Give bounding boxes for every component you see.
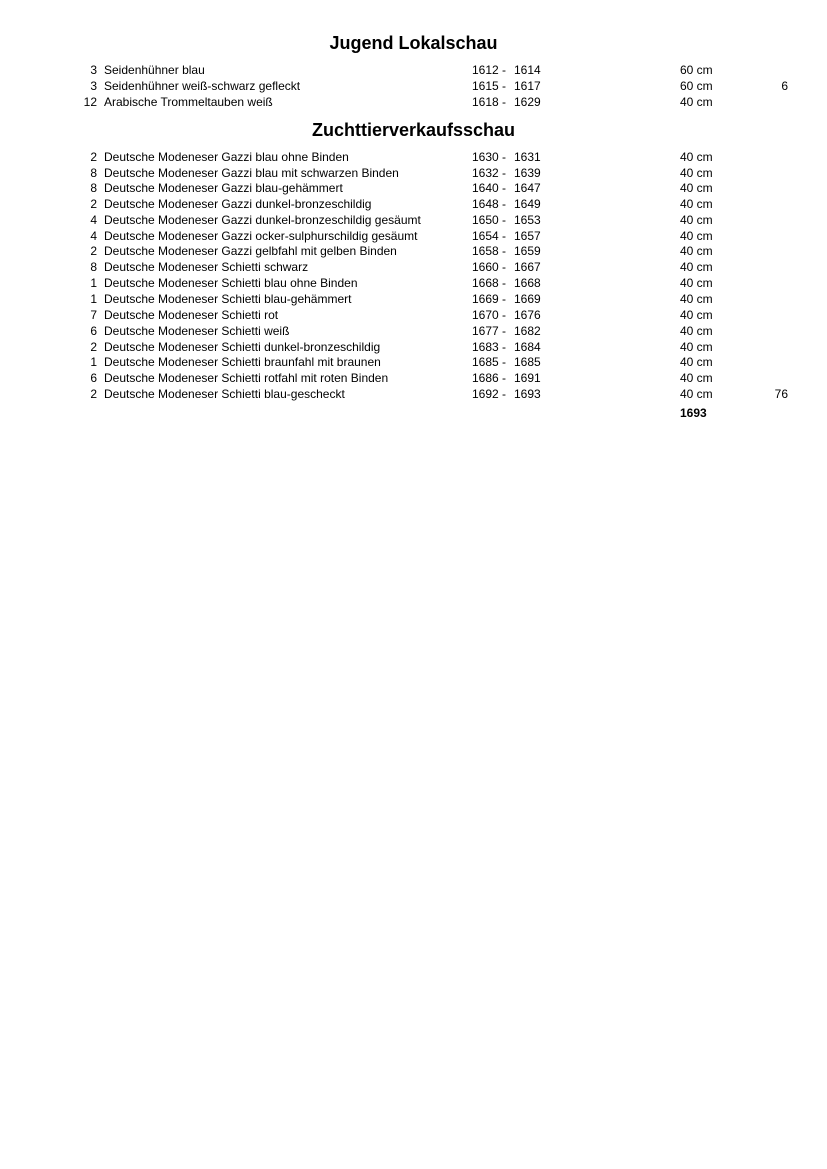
- cage-number-from: 1669 -: [472, 292, 507, 306]
- cage-number-to: 1693: [514, 387, 541, 401]
- cage-number-from: 1618 -: [472, 95, 507, 109]
- cage-size: 40 cm: [680, 340, 713, 354]
- table-row: [0, 387, 827, 402]
- cage-number-to: 1657: [514, 229, 541, 243]
- subtotal: 6: [781, 79, 788, 93]
- animal-name: Deutsche Modeneser Schietti dunkel-bronzeschildig: [104, 340, 381, 354]
- table-row: [0, 197, 827, 212]
- animal-count: 4: [90, 229, 97, 243]
- animal-count: 4: [90, 213, 97, 227]
- table-row: [0, 95, 827, 110]
- cage-number-to: 1676: [514, 308, 541, 322]
- cage-size: 40 cm: [680, 292, 713, 306]
- animal-name: Deutsche Modeneser Schietti rot: [104, 308, 279, 322]
- table-row: [0, 324, 827, 339]
- animal-name: Deutsche Modeneser Gazzi gelbfahl mit gelben Binden: [104, 244, 397, 258]
- table-row: [0, 213, 827, 228]
- animal-count: 1: [90, 276, 97, 290]
- final-cage-number: 1693: [680, 406, 707, 420]
- cage-size: 40 cm: [680, 244, 713, 258]
- cage-number-to: 1629: [514, 95, 541, 109]
- cage-size: 40 cm: [680, 387, 713, 401]
- cage-size: 40 cm: [680, 197, 713, 211]
- table-row: [0, 166, 827, 181]
- cage-number-to: 1639: [514, 166, 541, 180]
- cage-size: 40 cm: [680, 260, 713, 274]
- animal-name: Seidenhühner blau: [104, 63, 205, 77]
- animal-count: 6: [90, 371, 97, 385]
- table-row: [0, 244, 827, 259]
- table-row: [0, 308, 827, 323]
- animal-count: 8: [90, 166, 97, 180]
- cage-size: 40 cm: [680, 324, 713, 338]
- section-title-jugend-lokalschau: Jugend Lokalschau: [329, 33, 498, 53]
- cage-number-to: 1653: [514, 213, 541, 227]
- cage-number-from: 1668 -: [472, 276, 507, 290]
- animal-count: 3: [90, 63, 97, 77]
- animal-name: Deutsche Modeneser Schietti rotfahl mit roten Binden: [104, 371, 389, 385]
- animal-count: 8: [90, 181, 97, 195]
- table-row: [0, 150, 827, 165]
- cage-number-from: 1650 -: [472, 213, 507, 227]
- cage-size: 40 cm: [680, 355, 713, 369]
- table-row: [0, 260, 827, 275]
- table-row: [0, 292, 827, 307]
- cage-number-to: 1617: [514, 79, 541, 93]
- table-row: [0, 371, 827, 386]
- animal-name: Deutsche Modeneser Schietti weiß: [104, 324, 290, 338]
- cage-size: 40 cm: [680, 166, 713, 180]
- cage-size: 40 cm: [680, 150, 713, 164]
- animal-count: 12: [83, 95, 97, 109]
- cage-size: 40 cm: [680, 229, 713, 243]
- animal-name: Deutsche Modeneser Schietti blau-gehämmert: [104, 292, 352, 306]
- cage-size: 40 cm: [680, 213, 713, 227]
- subtotal: 76: [774, 387, 788, 401]
- cage-number-to: 1669: [514, 292, 541, 306]
- cage-number-from: 1648 -: [472, 197, 507, 211]
- cage-number-from: 1654 -: [472, 229, 507, 243]
- cage-number-from: 1632 -: [472, 166, 507, 180]
- cage-number-to: 1667: [514, 260, 541, 274]
- animal-count: 2: [90, 197, 97, 211]
- animal-name: Deutsche Modeneser Gazzi dunkel-bronzeschildig: [104, 197, 372, 211]
- animal-count: 8: [90, 260, 97, 274]
- cage-number-from: 1686 -: [472, 371, 507, 385]
- cage-number-to: 1682: [514, 324, 541, 338]
- animal-count: 2: [90, 340, 97, 354]
- animal-name: Deutsche Modeneser Gazzi blau ohne Binden: [104, 150, 349, 164]
- animal-name: Seidenhühner weiß-schwarz gefleckt: [104, 79, 301, 93]
- cage-number-to: 1668: [514, 276, 541, 290]
- animal-count: 2: [90, 244, 97, 258]
- cage-number-from: 1692 -: [472, 387, 507, 401]
- cage-number-to: 1691: [514, 371, 541, 385]
- cage-size: 40 cm: [680, 308, 713, 322]
- cage-number-from: 1612 -: [472, 63, 507, 77]
- animal-name: Deutsche Modeneser Schietti blau ohne Binden: [104, 276, 358, 290]
- section-title-zuchttierverkaufsschau: Zuchttierverkaufsschau: [311, 120, 516, 140]
- animal-count: 1: [90, 292, 97, 306]
- table-row: [0, 229, 827, 244]
- cage-size: 40 cm: [680, 181, 713, 195]
- cage-number-to: 1649: [514, 197, 541, 211]
- animal-name: Deutsche Modeneser Gazzi blau mit schwarzen Binden: [104, 166, 399, 180]
- table-row: [0, 355, 827, 370]
- cage-size: 60 cm: [680, 79, 713, 93]
- cage-number-to: 1684: [514, 340, 541, 354]
- cage-number-from: 1660 -: [472, 260, 507, 274]
- animal-count: 1: [90, 355, 97, 369]
- animal-name: Deutsche Modeneser Schietti blau-gescheckt: [104, 387, 345, 401]
- cage-number-from: 1670 -: [472, 308, 507, 322]
- animal-name: Deutsche Modeneser Schietti schwarz: [104, 260, 309, 274]
- cage-size: 40 cm: [680, 95, 713, 109]
- table-row: [0, 63, 827, 78]
- animal-name: Arabische Trommeltauben weiß: [104, 95, 273, 109]
- table-row: [0, 276, 827, 291]
- animal-count: 7: [90, 308, 97, 322]
- animal-name: Deutsche Modeneser Gazzi blau-gehämmert: [104, 181, 343, 195]
- cage-number-from: 1615 -: [472, 79, 507, 93]
- animal-count: 6: [90, 324, 97, 338]
- cage-number-from: 1677 -: [472, 324, 507, 338]
- cage-number-to: 1647: [514, 181, 541, 195]
- cage-number-to: 1614: [514, 63, 541, 77]
- cage-number-from: 1630 -: [472, 150, 507, 164]
- cage-number-to: 1631: [514, 150, 541, 164]
- animal-name: Deutsche Modeneser Gazzi ocker-sulphurschildig gesäumt: [104, 229, 418, 243]
- cage-number-from: 1640 -: [472, 181, 507, 195]
- cage-size: 40 cm: [680, 371, 713, 385]
- animal-count: 2: [90, 387, 97, 401]
- animal-name: Deutsche Modeneser Gazzi dunkel-bronzeschildig gesäumt: [104, 213, 421, 227]
- cage-size: 40 cm: [680, 276, 713, 290]
- table-row: [0, 79, 827, 94]
- animal-name: Deutsche Modeneser Schietti braunfahl mit braunen: [104, 355, 381, 369]
- animal-count: 3: [90, 79, 97, 93]
- cage-number-from: 1683 -: [472, 340, 507, 354]
- cage-number-from: 1685 -: [472, 355, 507, 369]
- table-row: [0, 340, 827, 355]
- cage-number-to: 1685: [514, 355, 541, 369]
- cage-number-from: 1658 -: [472, 244, 507, 258]
- table-row: [0, 181, 827, 196]
- cage-number-to: 1659: [514, 244, 541, 258]
- animal-count: 2: [90, 150, 97, 164]
- cage-size: 60 cm: [680, 63, 713, 77]
